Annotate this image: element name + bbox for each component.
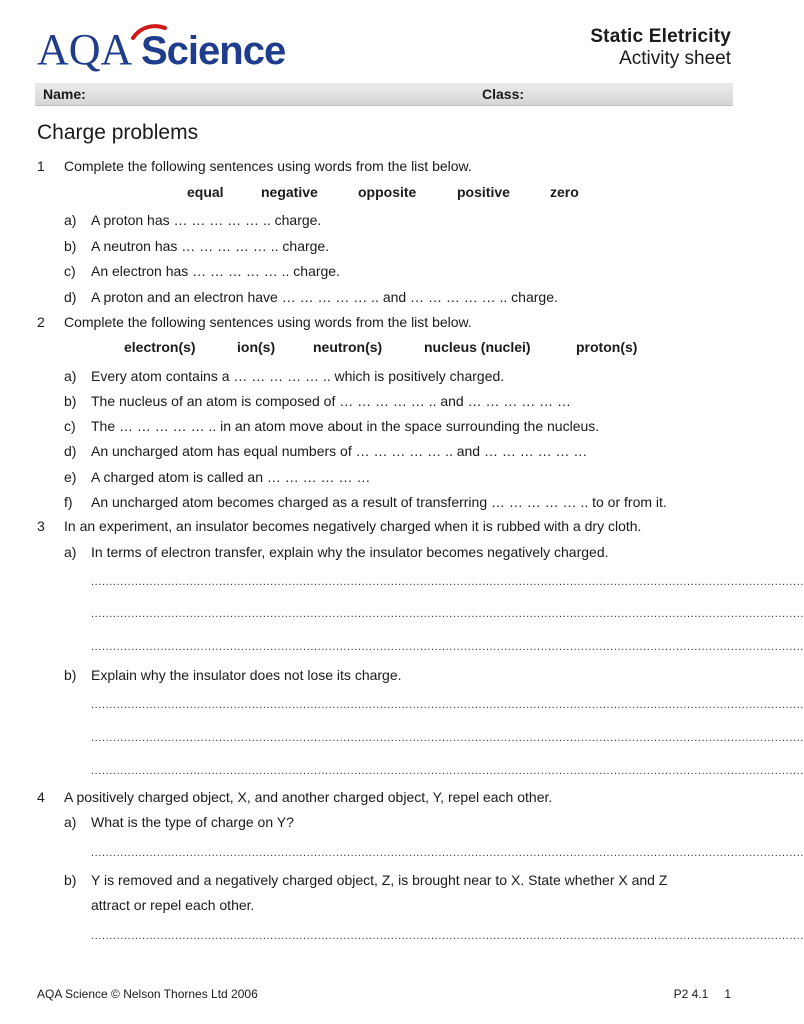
q4-a-text: What is the type of charge on Y?: [91, 814, 294, 830]
q2-word: ion(s): [237, 339, 276, 355]
q2-number: 2: [37, 314, 45, 330]
footer-reference: [674, 986, 731, 1002]
q1-word: positive: [457, 184, 510, 200]
q2-d-text: An uncharged atom has equal numbers of … … … … … .. and … … … … … …: [91, 443, 588, 459]
class-label: Class:: [482, 86, 525, 102]
q1-b-label: b): [64, 238, 77, 254]
q2-word: neutron(s): [313, 339, 383, 355]
q3-number: 3: [37, 518, 45, 534]
q1-b-text: A neutron has … … … … … .. charge.: [91, 238, 330, 254]
answer-line[interactable]: ...................................................................................................................................................................................................: [91, 641, 804, 653]
q3-a-text: In terms of electron transfer, explain why the insulator becomes negatively charged.: [91, 544, 609, 560]
q2-word: electron(s): [124, 339, 196, 355]
q1-a-text: A proton has … … … … … .. charge.: [91, 212, 322, 228]
q1-d-label: d): [64, 289, 77, 305]
q1-word: opposite: [358, 184, 417, 200]
document-title: Static Eletricity: [590, 26, 731, 47]
q1-word: equal: [187, 184, 224, 200]
document-title-block: [590, 26, 731, 70]
q4-b-label: b): [64, 872, 77, 888]
q2-a-text: Every atom contains a … … … … … .. which is positively charged.: [91, 368, 505, 384]
q1-word: negative: [261, 184, 318, 200]
answer-line[interactable]: ...................................................................................................................................................................................................: [91, 732, 804, 744]
q2-a-label: a): [64, 368, 77, 384]
q1-d-text: A proton and an electron have … … … … … .. and … … … … … .. charge.: [91, 289, 558, 305]
q4-text: A positively charged object, X, and another charged object, Y, repel each other.: [64, 789, 553, 805]
answer-line[interactable]: ...................................................................................................................................................................................................: [91, 576, 804, 588]
q2-e-text: A charged atom is called an … … … … … …: [91, 469, 371, 485]
q1-text: Complete the following sentences using words from the list below.: [64, 158, 472, 174]
q2-f-label: f): [64, 494, 73, 510]
q3-b-text: Explain why the insulator does not lose its charge.: [91, 667, 402, 683]
q2-b-label: b): [64, 393, 77, 409]
answer-line[interactable]: ...................................................................................................................................................................................................: [91, 930, 804, 942]
answer-line[interactable]: ...................................................................................................................................................................................................: [91, 847, 804, 859]
q2-e-label: e): [64, 469, 77, 485]
logo-aqa-text: AQA: [37, 25, 133, 74]
q2-d-label: d): [64, 443, 77, 459]
footer-ref-code: P2 4.1: [673, 987, 709, 1001]
q4-b-line1: Y is removed and a negatively charged object, Z, is brought near to X. State whether X and Z: [91, 872, 668, 888]
q2-b-text: The nucleus of an atom is composed of … … … … … .. and … … … … … …: [91, 393, 572, 409]
footer-page-number: 1: [724, 987, 731, 1001]
q2-c-text: The … … … … … .. in an atom move about in the space surrounding the nucleus.: [91, 418, 600, 434]
q4-a-label: a): [64, 814, 77, 830]
answer-line[interactable]: ...................................................................................................................................................................................................: [91, 608, 804, 620]
name-class-bar: [35, 83, 733, 106]
q3-a-label: a): [64, 544, 77, 560]
logo-graphic: [37, 24, 297, 74]
page-title: Charge problems: [37, 121, 199, 144]
q1-a-label: a): [64, 212, 77, 228]
q1-c-label: c): [64, 263, 76, 279]
aqa-science-logo: [37, 24, 297, 74]
footer-copyright: AQA Science © Nelson Thornes Ltd 2006: [37, 987, 258, 1001]
q3-text: In an experiment, an insulator becomes negatively charged when it is rubbed with a dry cloth.: [64, 518, 642, 534]
q2-c-label: c): [64, 418, 76, 434]
q4-number: 4: [37, 789, 45, 805]
answer-line[interactable]: ...................................................................................................................................................................................................: [91, 699, 804, 711]
logo-science-text: Science: [141, 29, 286, 73]
name-label: Name:: [43, 86, 86, 102]
q4-b-line2: attract or repel each other.: [91, 897, 255, 913]
q2-word: proton(s): [576, 339, 638, 355]
q2-word: nucleus (nuclei): [424, 339, 531, 355]
q1-word: zero: [550, 184, 579, 200]
q1-number: 1: [37, 158, 45, 174]
q2-text: Complete the following sentences using words from the list below.: [64, 314, 472, 330]
document-subtitle: Activity sheet: [619, 48, 731, 69]
q1-c-text: An electron has … … … … … .. charge.: [91, 263, 340, 279]
q2-f-text: An uncharged atom becomes charged as a result of transferring … … … … … .. to or from it.: [91, 494, 667, 510]
answer-line[interactable]: ...................................................................................................................................................................................................: [91, 765, 804, 777]
q3-b-label: b): [64, 667, 77, 683]
